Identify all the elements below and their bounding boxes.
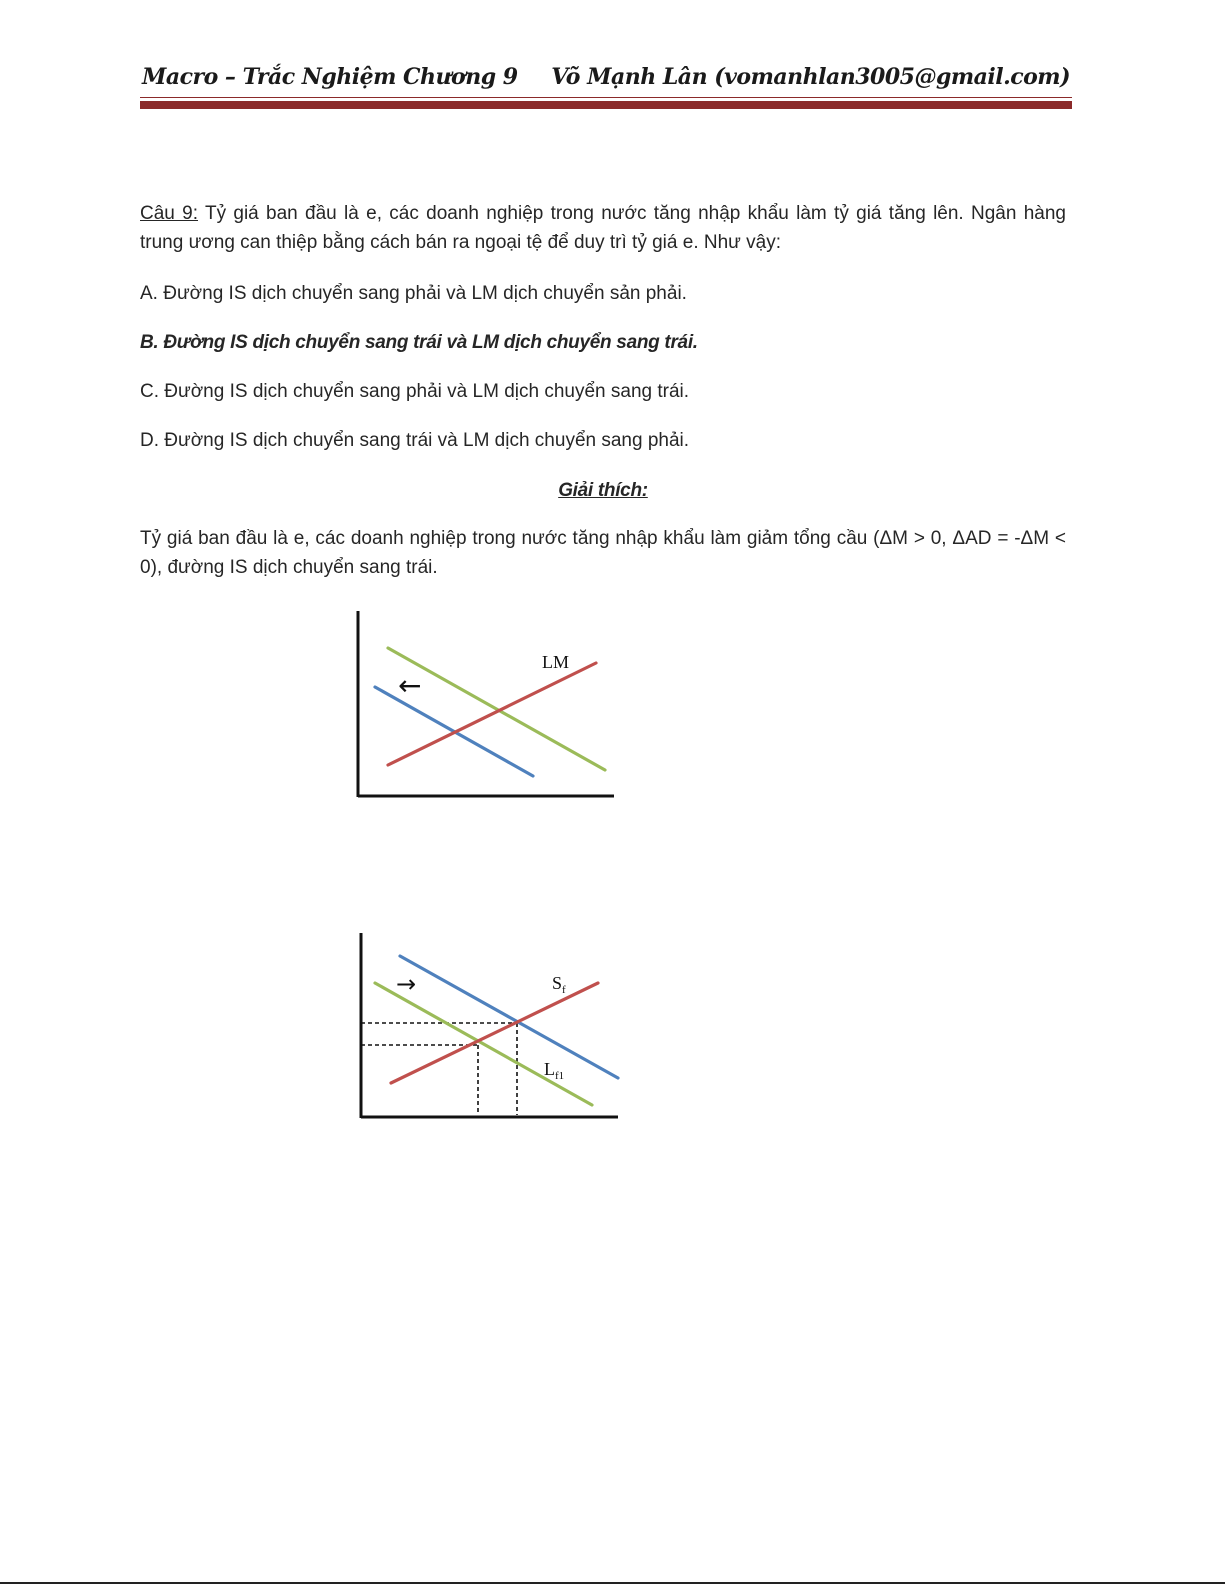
is-initial-line <box>388 648 605 770</box>
page-header <box>140 60 1072 98</box>
question-body: Tỷ giá ban đầu là e, các doanh nghiệp trong nước tăng nhập khẩu làm tỷ giá tăng lên. Ngân hàng trung ương can thiệp bằng cách bán ra ngoại tệ để duy trì tỷ giá e. Như vậy: <box>140 203 1066 253</box>
option-d: D. Đường IS dịch chuyển sang trái và LM dịch chuyển sang phải. <box>140 430 690 451</box>
question-label: Câu 9: <box>140 203 199 224</box>
header-title: Macro – Trắc Nghiệm Chương 9 <box>142 64 518 90</box>
option-a: A. Đường IS dịch chuyển sang phải và LM dịch chuyển sản phải. <box>140 283 687 304</box>
shift-left-arrow-icon: ← <box>398 669 422 702</box>
sf-line <box>391 983 598 1083</box>
explanation-text: Tỷ giá ban đầu là e, các doanh nghiệp trong nước tăng nhập khẩu làm giảm tổng cầu (ΔM > 0, ΔAD = -ΔM < 0), đường IS dịch chuyển sang trái. <box>140 528 1066 578</box>
fx-market-chart <box>350 925 630 1125</box>
sf-label: $S_f$ <box>552 973 566 996</box>
lf1-label: $L_{f1}$ <box>544 1059 565 1082</box>
page-bottom-line <box>0 1582 1225 1584</box>
header-author: Võ Mạnh Lân (vomanhlan3005@gmail.com) <box>551 64 1070 90</box>
header-rule-thin <box>140 97 1072 98</box>
shift-right-arrow-icon: → <box>396 970 417 998</box>
option-b-correct: B. Đường IS dịch chuyển sang trái và LM dịch chuyển sang trái. <box>140 332 698 353</box>
is-lm-chart <box>350 605 625 805</box>
explanation-heading: Giải thích: <box>558 480 648 501</box>
lm-label: LM <box>542 652 569 672</box>
question-text <box>140 199 1066 257</box>
header-rule-thick <box>140 101 1072 109</box>
option-c: C. Đường IS dịch chuyển sang phải và LM dịch chuyển sang trái. <box>140 381 690 402</box>
